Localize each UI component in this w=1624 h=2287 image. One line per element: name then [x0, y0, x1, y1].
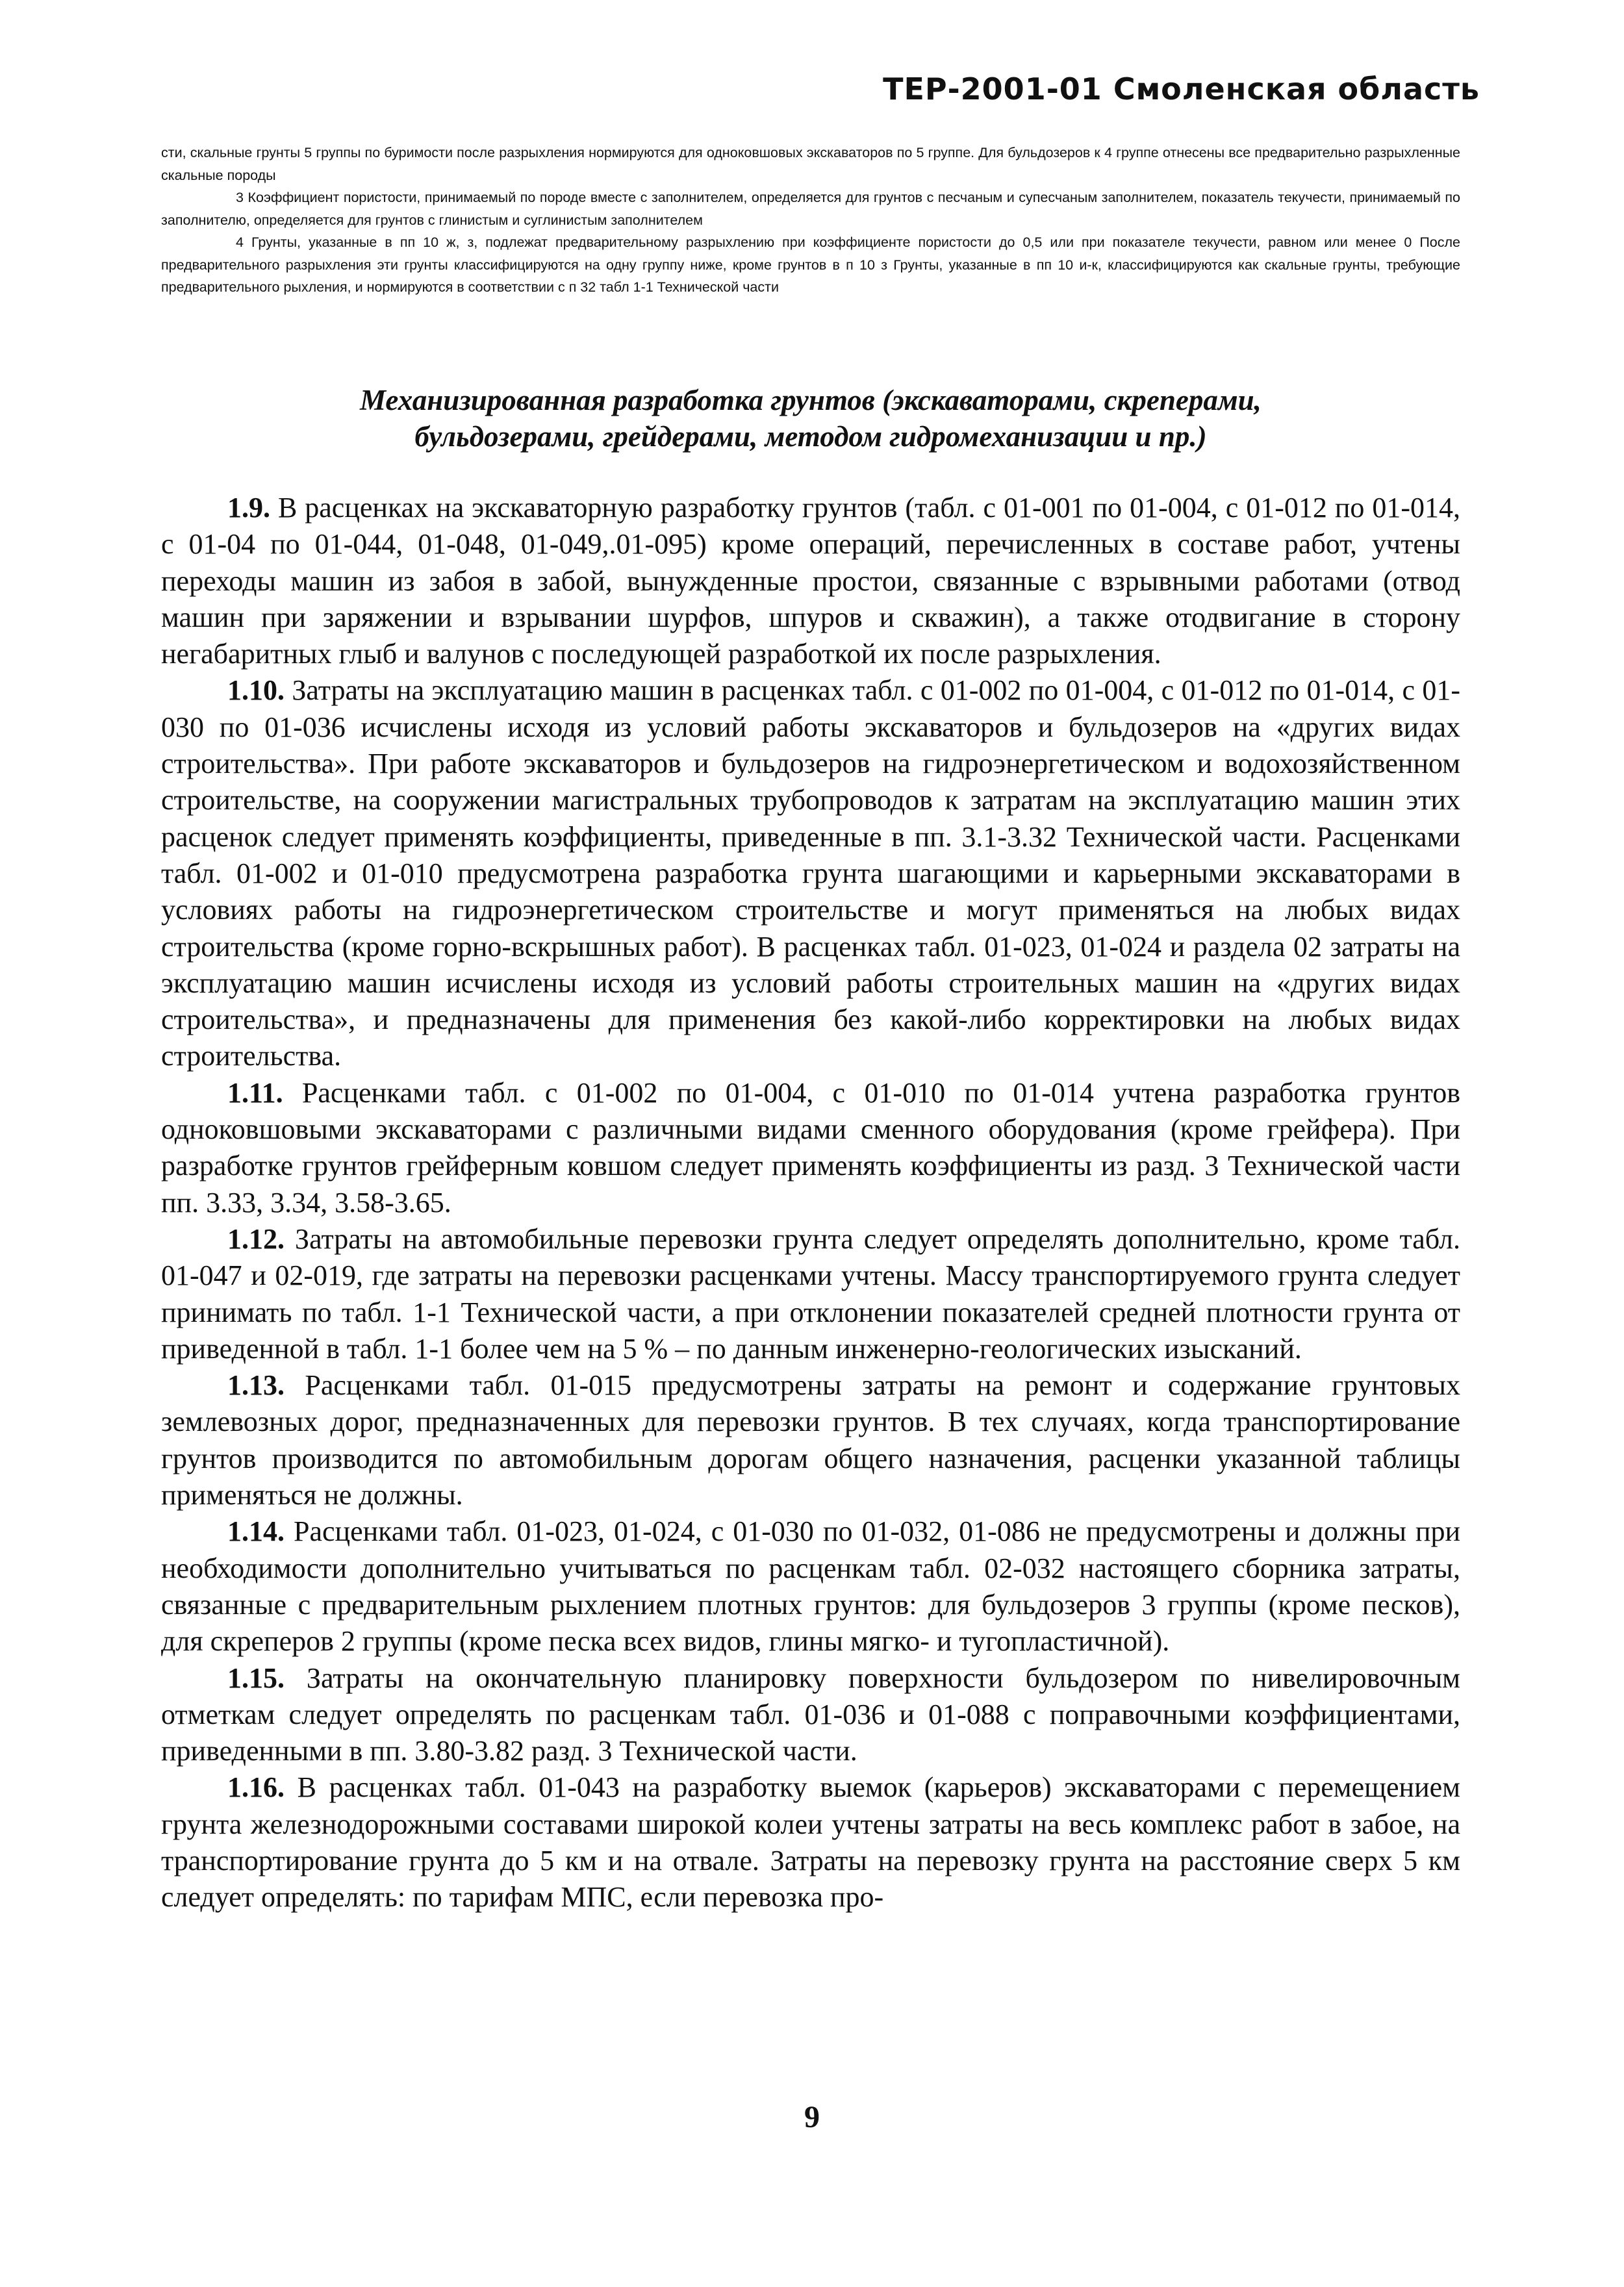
section-title-line-1: Механизированная разработка грунтов (экскаваторами, скреперами, — [360, 384, 1262, 416]
paragraph-number: 1.16. — [227, 1771, 285, 1804]
paragraph-text: Расценками табл. 01-023, 01-024, с 01-030 по 01-032, 01-086 не предусмотрены и должны при необходимости дополнительно учитываться по расценкам табл. 02-032 настоящего сборника затраты, связанные с предварительным рыхлением плотных грунтов: для бульдозеров 3 группы (кроме песков), для скреперов 2 группы (кроме песка всех видов, глины мягко- и тугопластичной). — [161, 1515, 1460, 1658]
paragraph-text: В расценках табл. 01-043 на разработку выемок (карьеров) экскаваторами с перемещением грунта железнодорожными составами широкой колеи учтены затраты на весь комплекс работ в забое, на транспортирование грунта до 5 км и на отвале. Затраты на перевозку грунта на расстояние сверх 5 км следует определять: по тарифам МПС, если перевозка про- — [161, 1771, 1460, 1914]
paragraph-1-14 — [161, 1513, 1460, 1660]
paragraph-text: Расценками табл. с 01-002 по 01-004, с 01-010 по 01-014 учтена разработка грунтов одноковшовыми экскаваторами с различными видами сменного оборудования (кроме грейфера). При разработке грунтов грейферным ковшом следует применять коэффициенты из разд. 3 Технической части пп. 3.33, 3.34, 3.58-3.65. — [161, 1076, 1460, 1219]
paragraph-number: 1.13. — [227, 1369, 285, 1402]
paragraph-number: 1.15. — [227, 1662, 285, 1694]
footnote-continuation: сти, скальные грунты 5 группы по буримости после разрыхления нормируются для одноковшовых экскаваторов по 5 группе. Для бульдозеров к 4 группе отнесены все предварительно разрыхленные скальные породы — [161, 145, 1460, 183]
paragraph-1-9 — [161, 490, 1460, 672]
paragraph-number: 1.10. — [227, 674, 285, 707]
footnote-3: 3 Коэффициент пористости, принимаемый по породе вместе с заполнителем, определяется для грунтов с песчаным и супесчаным заполнителем, показатель текучести, принимаемый по заполнителю, определяется для грунтов с глинистым и суглинистым заполнителем — [161, 190, 1460, 228]
paragraph-number: 1.14. — [227, 1515, 285, 1548]
paragraph-1-11 — [161, 1075, 1460, 1221]
paragraph-1-12 — [161, 1221, 1460, 1367]
body-text — [161, 490, 1460, 1916]
page-number: 9 — [804, 2100, 820, 2134]
paragraph-number: 1.9. — [227, 492, 270, 524]
paragraph-text: Затраты на эксплуатацию машин в расценках табл. с 01-002 по 01-004, с 01-012 по 01-014, с 01-030 по 01-036 исчислены исходя из условий работы экскаваторов и бульдозеров на «других видах строительства». При работе экскаваторов и бульдозеров на гидроэнергетическом и водохозяйственном строительстве, на сооружении магистральных трубопроводов к затратам на эксплуатацию машин этих расценок следует применять коэффициенты, приведенные в пп. 3.1-3.32 Технической части. Расценками табл. 01-002 и 01-010 предусмотрена разработка грунта шагающими и карьерными экскаваторами в условиях работы на гидроэнергетическом строительстве и могут применяться на любых видах строительства (кроме горно-вскрышных работ). В расценках табл. 01-023, 01-024 и раздела 02 затраты на эксплуатацию машин исчислены исходя из условий работы строительных машин на «других видах строительства», и предназначены для применения без какой-либо корректировки на любых видах строительства. — [161, 674, 1460, 1072]
paragraph-1-10 — [161, 672, 1460, 1074]
section-title — [161, 382, 1460, 455]
footnote-4: 4 Грунты, указанные в пп 10 ж, з, подлежат предварительному разрыхлению при коэффициенте пористости до 0,5 или при показателе текучести, равном или менее 0 После предварительного разрыхления эти грунты классифицируются на одну группу ниже, кроме грунтов в п 10 з Грунты, указанные в пп 10 и-к, классифицируются как скальные грунты, требующие предварительного рыхления, и нормируются в соответствии с п 32 табл 1-1 Технической части — [161, 234, 1460, 295]
paragraph-1-16 — [161, 1769, 1460, 1915]
paragraph-number: 1.11. — [227, 1076, 283, 1109]
paragraph-1-15 — [161, 1660, 1460, 1770]
paragraph-number: 1.12. — [227, 1222, 285, 1255]
paragraph-text: Расценками табл. 01-015 предусмотрены затраты на ремонт и содержание грунтовых землевозных дорог, предназначенных для перевозки грунтов. В тех случаях, когда транспортирование грунтов производится по автомобильным дорогам общего назначения, расценки указанной таблицы применяться не должны. — [161, 1369, 1460, 1511]
paragraph-text: В расценках на экскаваторную разработку грунтов (табл. с 01-001 по 01-004, с 01-012 по 01-014, с 01-04 по 01-044, 01-048, 01-049,.01-095) кроме операций, перечисленных в составе работ, учтены переходы машин из забоя в забой, вынужденные простои, связанные с взрывными работами (отвод машин при заряжении и взрывании шурфов, шпуров и скважин), а также отодвигание в сторону негабаритных глыб и валунов с последующей разработкой их после разрыхления. — [161, 492, 1460, 670]
running-header: ТЕР-2001-01 Смоленская область — [883, 71, 1480, 107]
paragraph-text: Затраты на автомобильные перевозки грунта следует определять дополнительно, кроме табл. 01-047 и 02-019, где затраты на перевозки расценками учтены. Массу транспортируемого грунта следует принимать по табл. 1-1 Технической части, а при отклонении показателей средней плотности грунта от приведенной в табл. 1-1 более чем на 5 % – по данным инженерно-геологических изысканий. — [161, 1222, 1460, 1365]
table-footnotes — [161, 142, 1460, 299]
section-title-line-2: бульдозерами, грейдерами, методом гидромеханизации и пр.) — [414, 420, 1207, 453]
paragraph-text: Затраты на окончательную планировку поверхности бульдозером по нивелировочным отметкам следует определять по расценкам табл. 01-036 и 01-088 с поправочными коэффициентами, приведенными в пп. 3.80-3.82 разд. 3 Технической части. — [161, 1662, 1460, 1767]
paragraph-1-13 — [161, 1367, 1460, 1513]
